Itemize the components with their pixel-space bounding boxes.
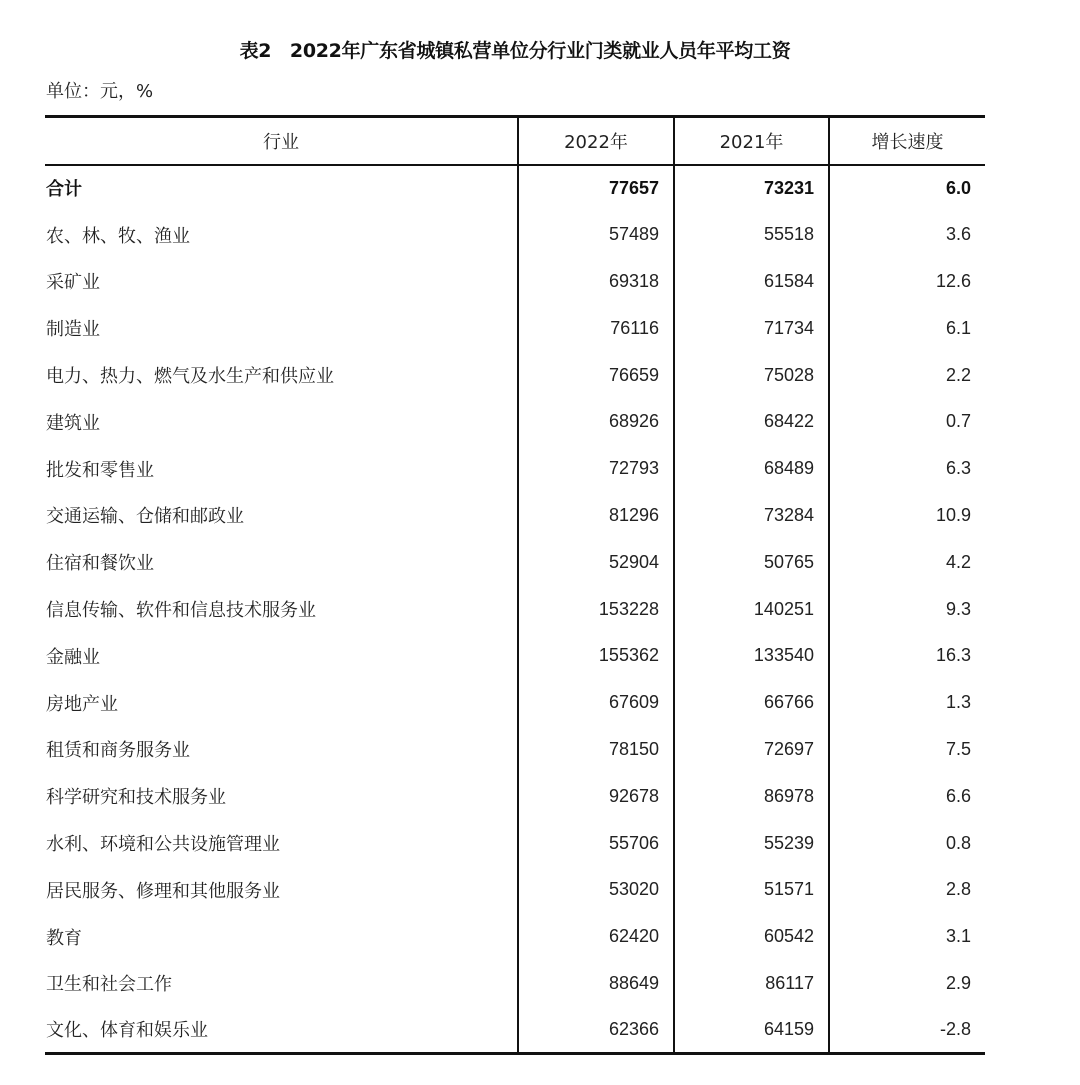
growth-rate-cell: 3.6 bbox=[829, 211, 985, 258]
wage-2021-cell: 73284 bbox=[674, 492, 829, 539]
wage-table bbox=[45, 115, 985, 1055]
wage-2021-cell: 68422 bbox=[674, 398, 829, 445]
header-industry: 行业 bbox=[45, 117, 518, 165]
wage-2022-cell: 88649 bbox=[518, 960, 674, 1007]
industry-cell: 科学研究和技术服务业 bbox=[46, 787, 226, 809]
wage-2022-cell: 52904 bbox=[518, 539, 674, 586]
wage-2022-cell: 62366 bbox=[518, 1007, 674, 1054]
industry-cell: 居民服务、修理和其他服务业 bbox=[46, 880, 280, 902]
industry-cell: 电力、热力、燃气及水生产和供应业 bbox=[46, 366, 334, 388]
wage-2021-cell: 51571 bbox=[674, 866, 829, 913]
table-row bbox=[45, 679, 985, 726]
industry-cell: 建筑业 bbox=[46, 412, 100, 434]
industry-cell: 信息传输、软件和信息技术服务业 bbox=[46, 600, 316, 622]
industry-cell: 文化、体育和娱乐业 bbox=[45, 1007, 518, 1054]
wage-2022-cell: 78150 bbox=[518, 726, 674, 773]
table-title: 表2 2022年广东省城镇私营单位分行业门类就业人员年平均工资 bbox=[239, 40, 791, 62]
growth-rate-cell: 7.5 bbox=[829, 726, 985, 773]
table-row bbox=[45, 445, 985, 492]
growth-rate-cell: 3.1 bbox=[829, 913, 985, 960]
wage-2021-cell: 64159 bbox=[674, 1007, 829, 1054]
wage-2021-cell: 71734 bbox=[674, 305, 829, 352]
growth-rate-cell: 4.2 bbox=[829, 539, 985, 586]
wage-2022-cell: 67609 bbox=[518, 679, 674, 726]
wage-2021-cell: 75028 bbox=[674, 352, 829, 399]
wage-2022-cell: 92678 bbox=[518, 773, 674, 820]
wage-2022-cell: 81296 bbox=[518, 492, 674, 539]
industry-cell: 住宿和餐饮业 bbox=[46, 553, 154, 575]
growth-rate-cell: 10.9 bbox=[829, 492, 985, 539]
growth-rate-cell: 6.1 bbox=[829, 305, 985, 352]
table-row bbox=[45, 586, 985, 633]
wage-2021-cell: 66766 bbox=[674, 679, 829, 726]
table-row bbox=[45, 492, 985, 539]
industry-cell: 制造业 bbox=[46, 319, 100, 341]
table-row bbox=[45, 726, 985, 773]
growth-rate-cell: 6.3 bbox=[829, 445, 985, 492]
wage-2022-cell: 55706 bbox=[518, 820, 674, 867]
table-row bbox=[45, 773, 985, 820]
industry-cell: 房地产业 bbox=[46, 693, 118, 715]
growth-rate-cell: 12.6 bbox=[829, 258, 985, 305]
table-row bbox=[45, 1007, 985, 1054]
table-row bbox=[45, 305, 985, 352]
wage-2021-cell: 86117 bbox=[674, 960, 829, 1007]
wage-2022-cell: 62420 bbox=[518, 913, 674, 960]
table-row bbox=[45, 258, 985, 305]
industry-cell: 租赁和商务服务业 bbox=[46, 740, 190, 762]
wage-2022-cell: 153228 bbox=[518, 586, 674, 633]
industry-cell: 金融业 bbox=[46, 646, 100, 668]
growth-rate-cell: 6.0 bbox=[829, 165, 985, 212]
industry-cell: 采矿业 bbox=[46, 272, 100, 294]
unit-note: 单位：元，% bbox=[46, 81, 154, 102]
table-row bbox=[45, 539, 985, 586]
wage-2022-cell: 76659 bbox=[518, 352, 674, 399]
wage-2021-cell: 86978 bbox=[674, 773, 829, 820]
wage-2021-cell: 55239 bbox=[674, 820, 829, 867]
industry-cell: 教育 bbox=[46, 927, 82, 949]
growth-rate-cell: 1.3 bbox=[829, 679, 985, 726]
wage-2021-cell: 73231 bbox=[674, 165, 829, 212]
table-row bbox=[45, 913, 985, 960]
header-2022: 2022年 bbox=[518, 117, 674, 165]
wage-2022-cell: 53020 bbox=[518, 866, 674, 913]
industry-cell: 农、林、牧、渔业 bbox=[46, 225, 190, 247]
wage-2021-cell: 60542 bbox=[674, 913, 829, 960]
wage-2022-cell: 57489 bbox=[518, 211, 674, 258]
table-row bbox=[45, 960, 985, 1007]
wage-2021-cell: 61584 bbox=[674, 258, 829, 305]
growth-rate-cell: 16.3 bbox=[829, 632, 985, 679]
industry-cell: 批发和零售业 bbox=[46, 459, 154, 481]
industry-cell: 合计 bbox=[46, 179, 82, 201]
wage-2022-cell: 155362 bbox=[518, 632, 674, 679]
industry-cell: 水利、环境和公共设施管理业 bbox=[46, 834, 280, 856]
table-row bbox=[45, 398, 985, 445]
total-row bbox=[45, 165, 985, 212]
wage-2021-cell: 50765 bbox=[674, 539, 829, 586]
table-row bbox=[45, 632, 985, 679]
wage-2022-cell: 76116 bbox=[518, 305, 674, 352]
wage-2022-cell: 72793 bbox=[518, 445, 674, 492]
wage-2022-cell: 68926 bbox=[518, 398, 674, 445]
growth-rate-cell: 9.3 bbox=[829, 586, 985, 633]
wage-2021-cell: 140251 bbox=[674, 586, 829, 633]
header-2021: 2021年 bbox=[674, 117, 829, 165]
wage-2021-cell: 72697 bbox=[674, 726, 829, 773]
growth-rate-cell: 2.9 bbox=[829, 960, 985, 1007]
growth-rate-cell: 0.8 bbox=[829, 820, 985, 867]
table-row bbox=[45, 352, 985, 399]
growth-rate-cell: -2.8 bbox=[829, 1007, 985, 1054]
wage-2021-cell: 133540 bbox=[674, 632, 829, 679]
wage-2022-cell: 77657 bbox=[518, 165, 674, 212]
wage-2021-cell: 55518 bbox=[674, 211, 829, 258]
wage-2021-cell: 68489 bbox=[674, 445, 829, 492]
table-row bbox=[45, 866, 985, 913]
header-growth: 增长速度 bbox=[829, 117, 985, 165]
table-body bbox=[45, 165, 985, 1054]
table-row bbox=[45, 820, 985, 867]
wage-2022-cell: 69318 bbox=[518, 258, 674, 305]
growth-rate-cell: 2.2 bbox=[829, 352, 985, 399]
growth-rate-cell: 6.6 bbox=[829, 773, 985, 820]
industry-cell: 交通运输、仓储和邮政业 bbox=[46, 506, 244, 528]
growth-rate-cell: 2.8 bbox=[829, 866, 985, 913]
table-row bbox=[45, 211, 985, 258]
header-row bbox=[45, 117, 985, 165]
growth-rate-cell: 0.7 bbox=[829, 398, 985, 445]
industry-cell: 卫生和社会工作 bbox=[46, 974, 172, 996]
